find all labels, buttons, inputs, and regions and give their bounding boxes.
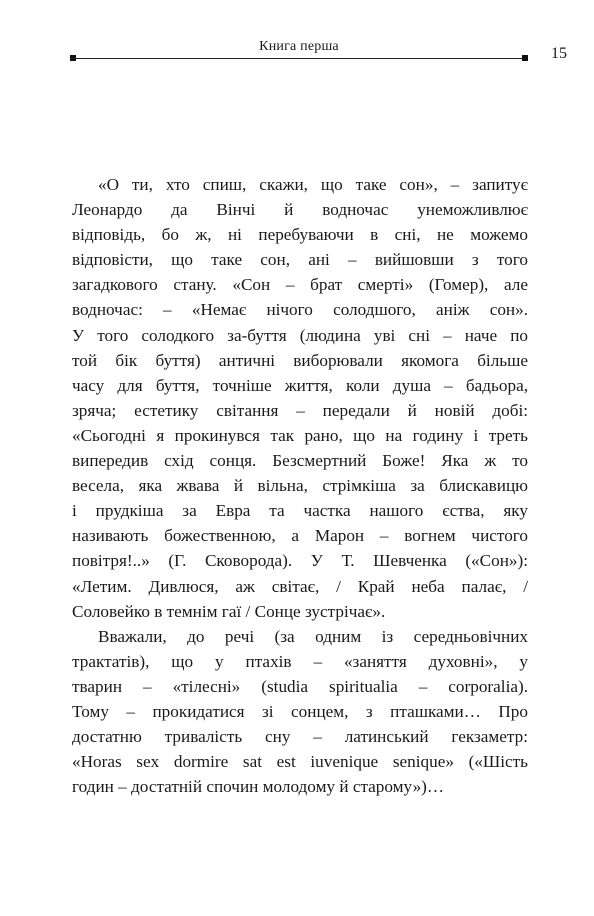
text-line: «Horas sex dormire sat est iuvenique senique» («Шість xyxy=(72,752,528,772)
text-line: відповідь, бо ж, ні перебуваючи в сні, не можемо xyxy=(72,225,528,245)
text-line: часу для буття, точніше життя, коли душа – бадьора, xyxy=(72,375,528,395)
running-header xyxy=(71,38,527,60)
text-line: Вважали, до речі (за одним із середньовічних xyxy=(98,626,528,646)
header-right-square-mark xyxy=(522,55,528,61)
text-line: Леонардо да Вінчі й водночас унеможливлює xyxy=(72,200,528,220)
paragraph-1 xyxy=(72,172,528,624)
page-number: 15 xyxy=(551,45,567,62)
text-line: зряча; естетику світання – передали й новій добі: xyxy=(72,400,528,420)
header-rule xyxy=(71,58,527,59)
text-line: «Сьогодні я прокинувся так рано, що на годину і треть xyxy=(72,425,528,445)
text-line: відповісти, що таке сон, ані – вийшовши з того xyxy=(72,250,528,270)
running-title: Книга перша xyxy=(259,39,339,54)
text-line: трактатів), що у птахів – «заняття духовні», у xyxy=(72,651,528,671)
text-line: водночас: – «Немає нічого солодшого, аніж сон». xyxy=(72,300,528,320)
text-line: називають божественною, а Марон – вогнем чистого xyxy=(72,526,528,546)
text-line: Соловейко в темнім гаї / Сонце зустрічає». xyxy=(72,601,386,621)
text-line: «Летим. Дивлюся, аж світає, / Край неба палає, / xyxy=(72,576,528,596)
text-line: У того солодкого за-буття (людина уві сні – наче по xyxy=(72,325,528,345)
text-line: достатню тривалість сну – латинський гекзаметр: xyxy=(72,727,528,747)
text-line: і прудкіша за Евра та частка нашого єства, яку xyxy=(72,501,528,521)
text-line: «О ти, хто спиш, скажи, що таке сон», – запитує xyxy=(98,175,528,194)
text-line: тварин – «тілесні» (studia spiritualia – corporalia). xyxy=(72,676,528,696)
text-line: годин – достатній спочин молодому й старому»)… xyxy=(72,777,445,797)
paragraph-2 xyxy=(72,624,528,800)
text-line: повітря!..» (Г. Сковорода). У Т. Шевченка («Сон»): xyxy=(72,551,528,571)
text-line: загадкового стану. «Сон – брат смерті» (Гомер), але xyxy=(72,275,528,295)
text-line: випередив схід сонця. Безсмертний Боже! Яка ж то xyxy=(72,451,528,471)
text-line: весела, яка жвава й вільна, стрімкіша за блискавицю xyxy=(72,476,528,496)
text-line: той бік буття) античні виборювали якомога більше xyxy=(72,350,528,370)
body-text xyxy=(72,172,528,799)
text-line: Тому – прокидатися зі сонцем, з пташками… Про xyxy=(72,701,528,721)
